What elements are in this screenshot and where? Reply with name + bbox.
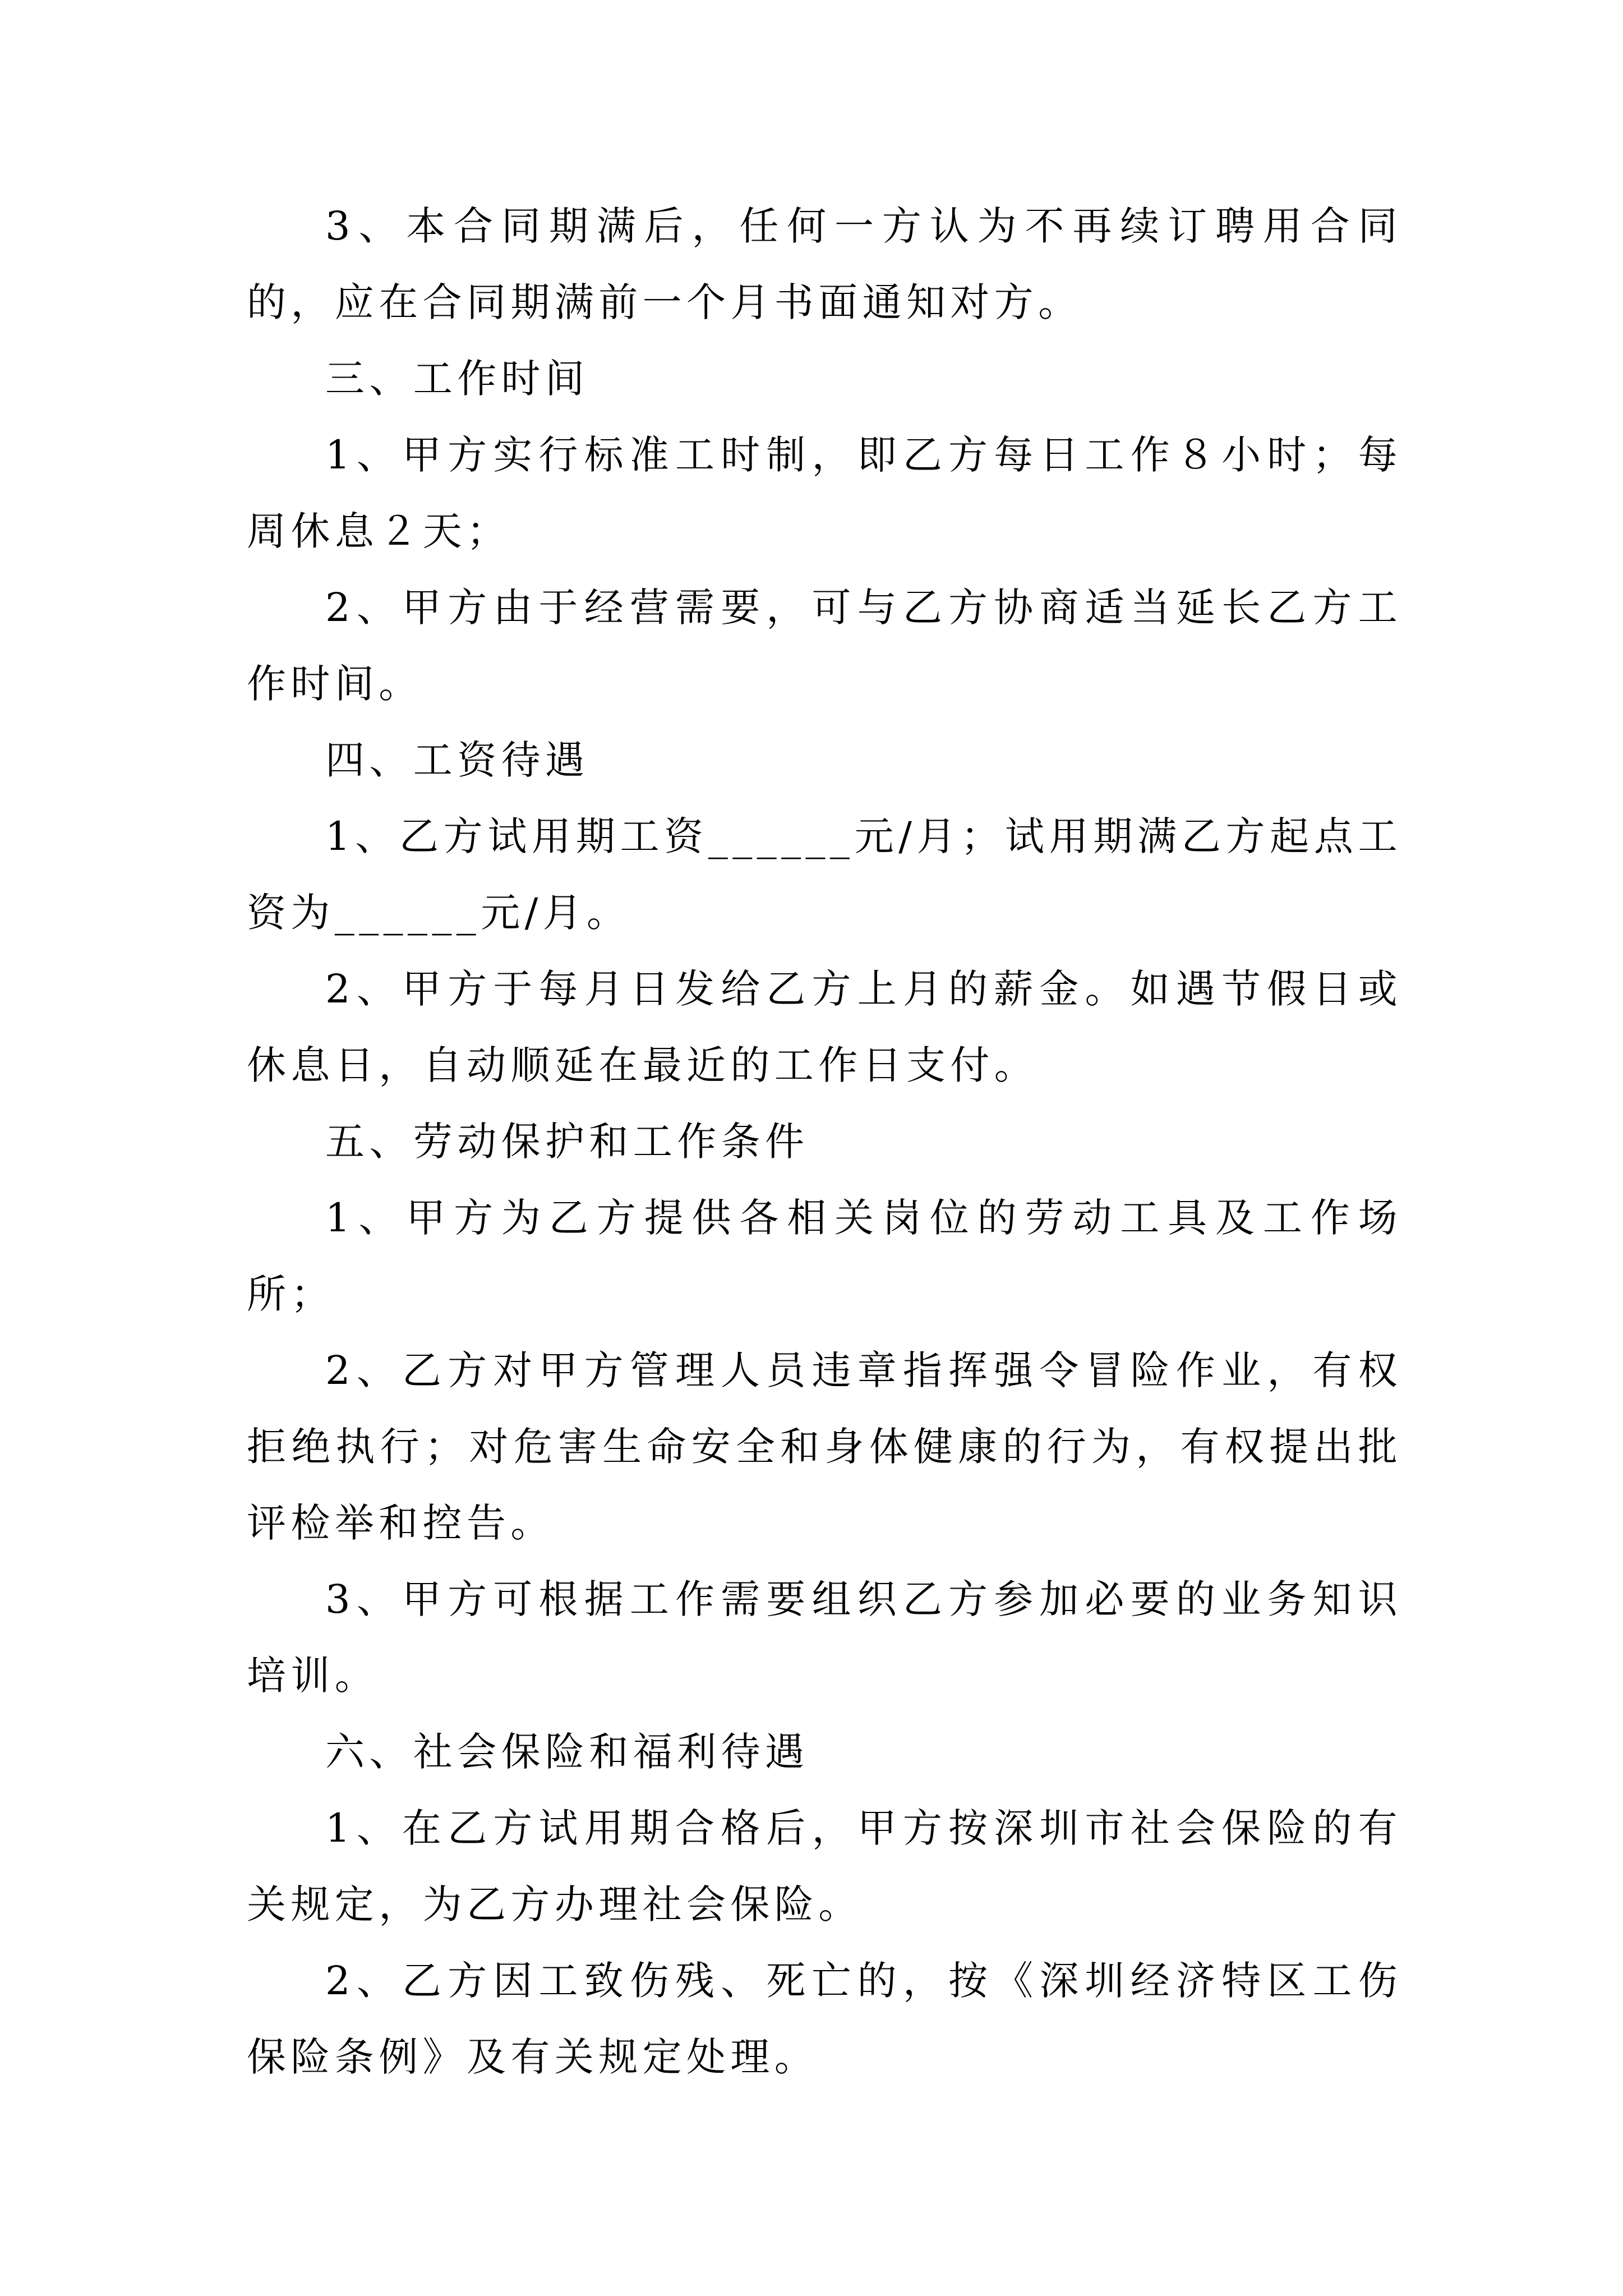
paragraph-tools-workplace: 1、甲方为乙方提供各相关岗位的劳动工具及工作场所； <box>247 1195 1402 1317</box>
document-body <box>247 188 1402 2095</box>
section-heading-salary: 四、工资待遇 <box>325 737 589 783</box>
section-heading-work-time: 三、工作时间 <box>325 356 589 402</box>
paragraph-contract-expiry-notice: 3、本合同期满后，任何一方认为不再续订聘用合同的，应在合同期满前一个月书面通知对方。 <box>247 203 1402 325</box>
paragraph-right-to-refuse: 2、乙方对甲方管理人员违章指挥强令冒险作业，有权拒绝执行；对危害生命安全和身体健康的行为，有权提出批评检举和控告。 <box>247 1347 1402 1546</box>
paragraph-extended-hours: 2、甲方由于经营需要，可与乙方协商适当延长乙方工作时间。 <box>247 585 1402 707</box>
section-heading-labor-protection: 五、劳动保护和工作条件 <box>325 1119 809 1165</box>
paragraph-salary-payment: 2、甲方于每月日发给乙方上月的薪金。如遇节假日或休息日，自动顺延在最近的工作日支付。 <box>247 966 1402 1088</box>
paragraph-work-injury: 2、乙方因工致伤残、死亡的，按《深圳经济特区工伤保险条例》及有关规定处理。 <box>247 1958 1402 2080</box>
paragraph-probation-salary: 1、乙方试用期工资______元/月；试用期满乙方起点工资为______元/月。 <box>247 813 1402 936</box>
paragraph-insurance-enrollment: 1、在乙方试用期合格后，甲方按深圳市社会保险的有关规定，为乙方办理社会保险。 <box>247 1805 1402 1927</box>
section-heading-social-insurance: 六、社会保险和福利待遇 <box>325 1729 809 1775</box>
paragraph-standard-hours: 1、甲方实行标准工时制，即乙方每日工作８小时；每周休息２天； <box>247 432 1402 554</box>
paragraph-training: 3、甲方可根据工作需要组织乙方参加必要的业务知识培训。 <box>247 1576 1402 1699</box>
